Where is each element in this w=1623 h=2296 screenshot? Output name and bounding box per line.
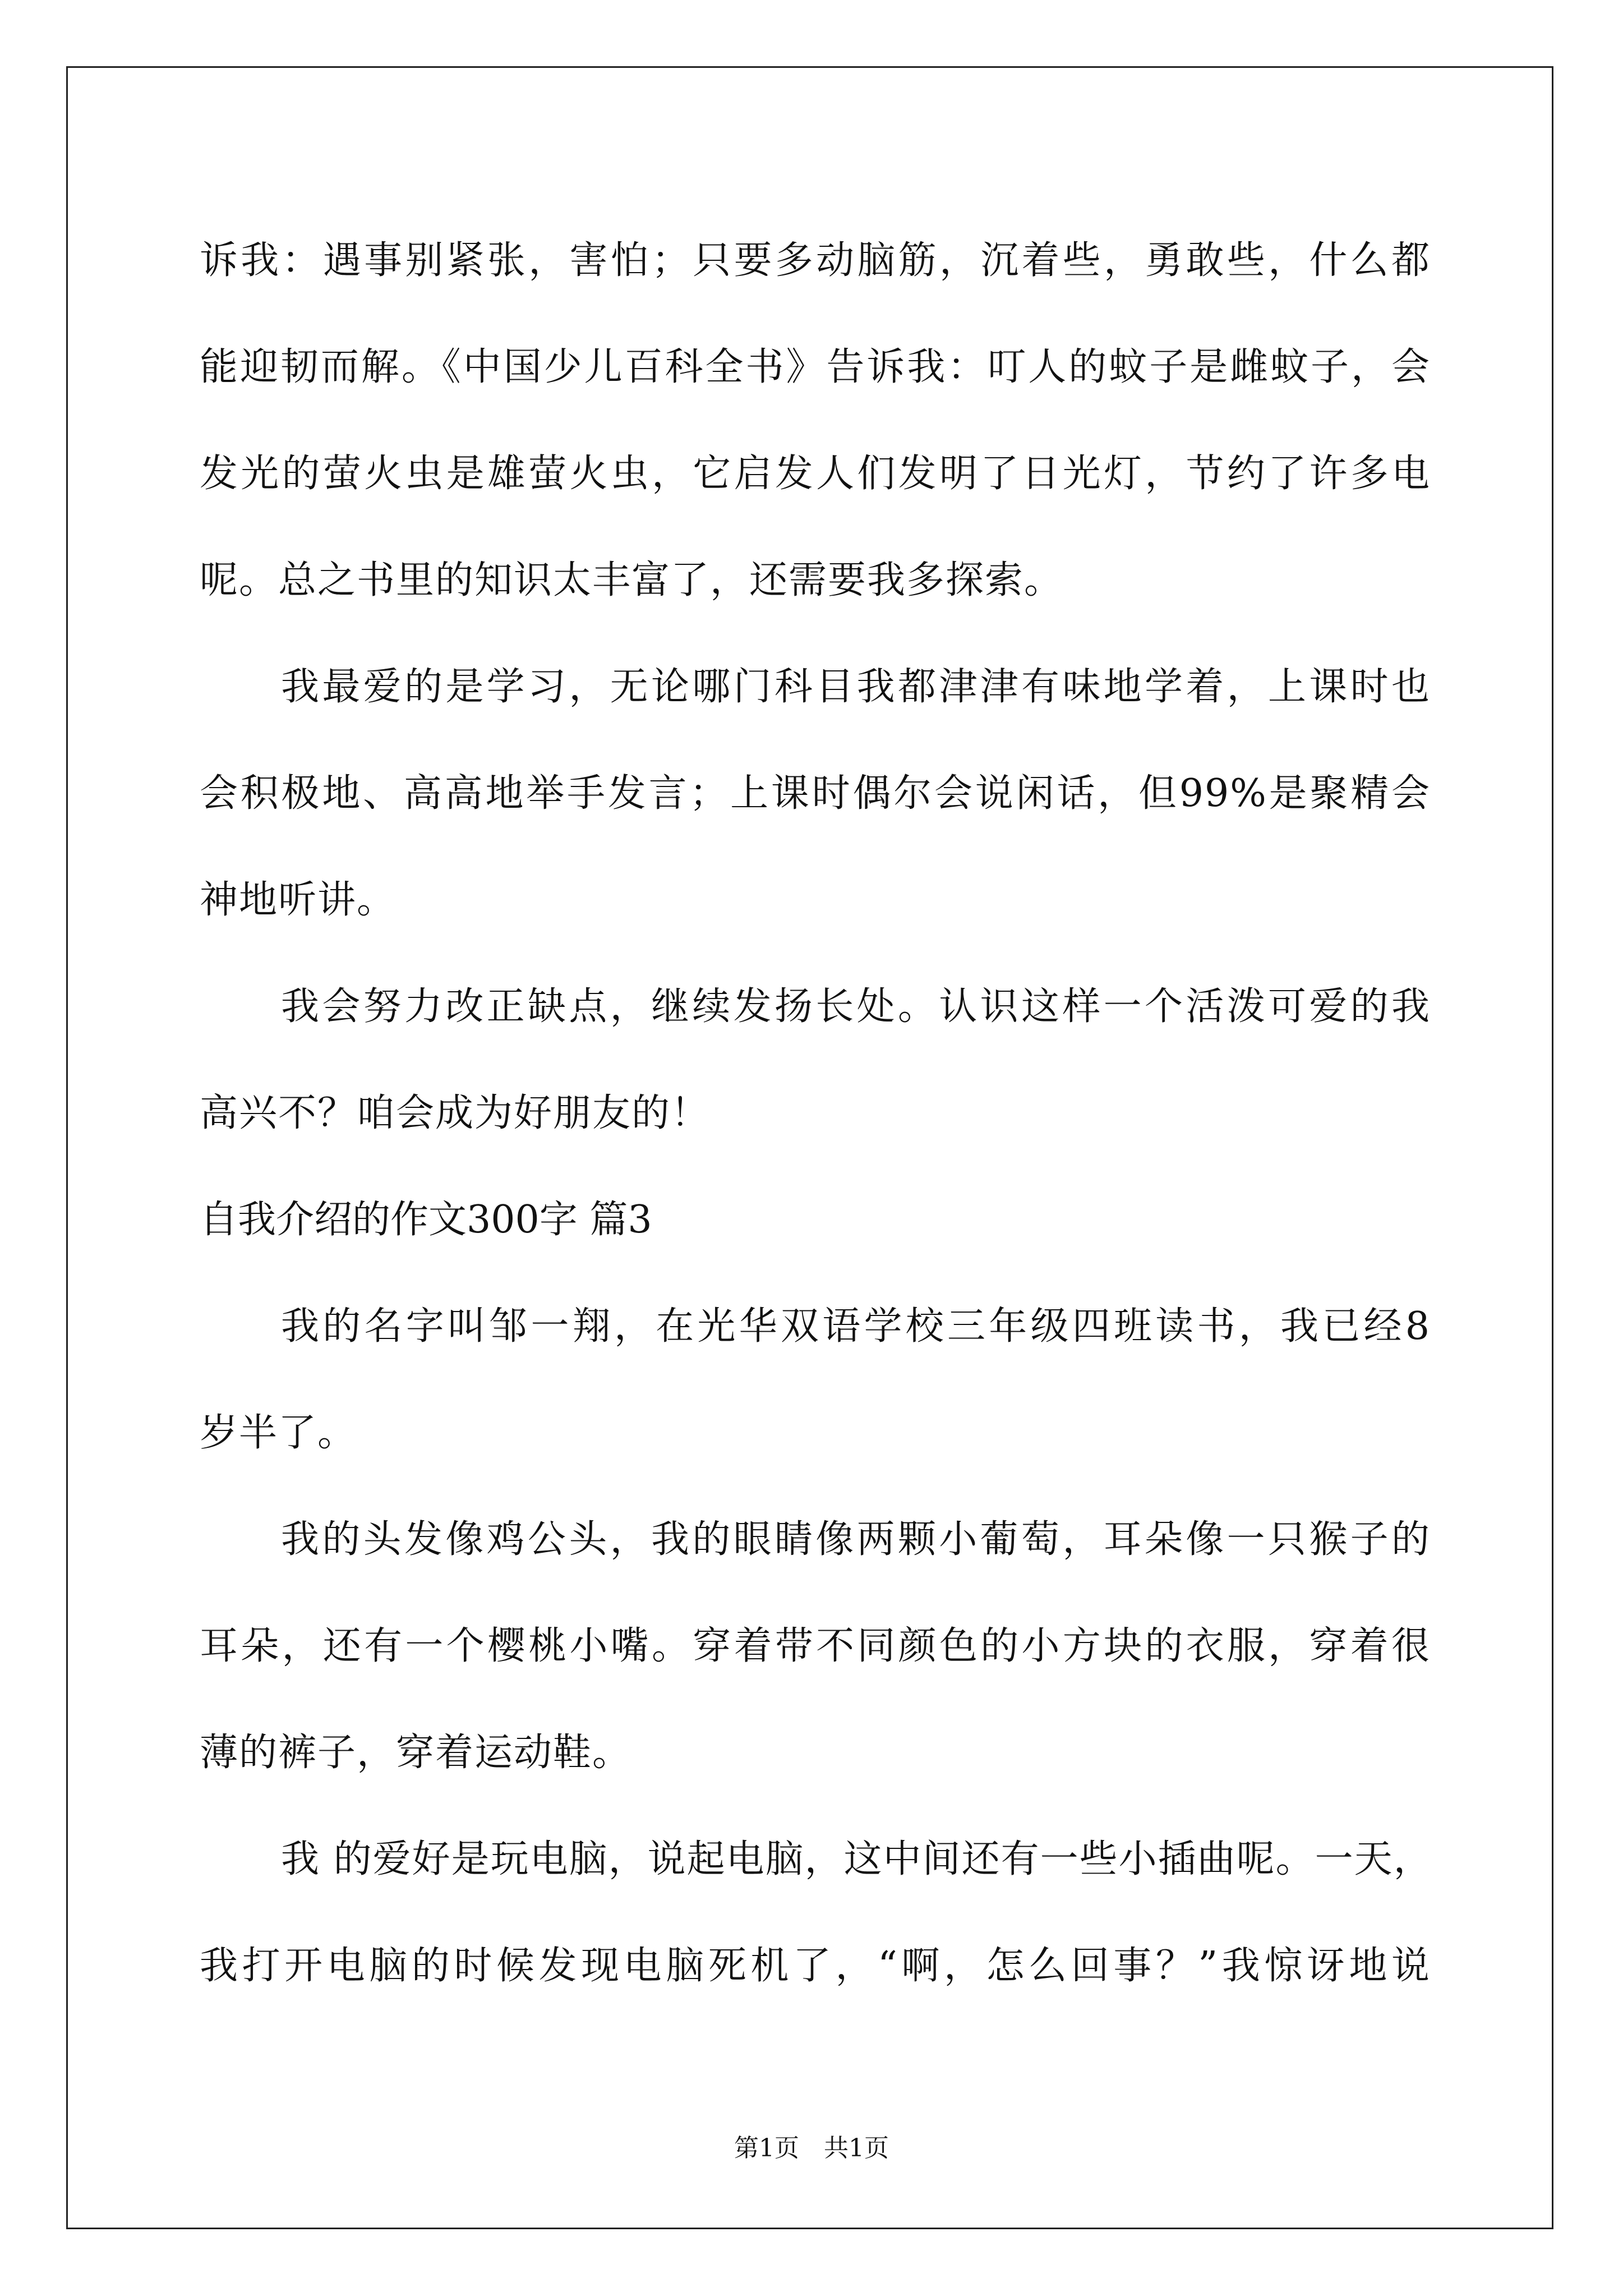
section-heading: 自我介绍的作文300字 篇3 bbox=[200, 1198, 652, 1242]
text-line: 能迎韧而解。《中国少儿百科全书》告诉我：叮人的蚊子是雌蚊子，会 bbox=[200, 345, 1431, 389]
page-number: 第1页 共1页 bbox=[734, 2134, 889, 2162]
text-line: 神地听讲。 bbox=[200, 878, 396, 922]
text-line: 我 的爱好是玩电脑，说起电脑，这中间还有一些小插曲呢。一天， bbox=[281, 1837, 1433, 1881]
text-line: 发光的萤火虫是雄萤火虫，它启发人们发明了日光灯，节约了许多电 bbox=[200, 452, 1431, 496]
text-line: 我的名字叫邹一翔，在光华双语学校三年级四班读书，我已经8 bbox=[281, 1304, 1431, 1349]
text-line: 薄的裤子，穿着运动鞋。 bbox=[200, 1731, 632, 1775]
text-line: 岁半了。 bbox=[200, 1411, 357, 1455]
text-line: 呢。总之书里的知识太丰富了，还需要我多探索。 bbox=[200, 558, 1064, 602]
text-line: 我最爱的是学习，无论哪门科目我都津津有味地学着，上课时也 bbox=[281, 665, 1431, 709]
text-line: 会积极地、高高地举手发言；上课时偶尔会说闲话，但99%是聚精会 bbox=[200, 771, 1431, 816]
document-body bbox=[200, 208, 1431, 2019]
text-line: 我的头发像鸡公头，我的眼睛像两颗小葡萄，耳朵像一只猴子的 bbox=[281, 1517, 1431, 1562]
text-line: 我打开电脑的时候发现电脑死机了，“啊，怎么回事？”我惊讶地说 bbox=[200, 1944, 1431, 1988]
text-line: 我会努力改正缺点，继续发扬长处。认识这样一个活泼可爱的我 bbox=[281, 984, 1431, 1029]
text-line: 耳朵，还有一个樱桃小嘴。穿着带不同颜色的小方块的衣服，穿着很 bbox=[200, 1624, 1431, 1668]
text-line: 高兴不？咱会成为好朋友的！ bbox=[200, 1091, 711, 1135]
text-line: 诉我：遇事别紧张，害怕；只要多动脑筋，沉着些，勇敢些，什么都 bbox=[200, 238, 1431, 283]
